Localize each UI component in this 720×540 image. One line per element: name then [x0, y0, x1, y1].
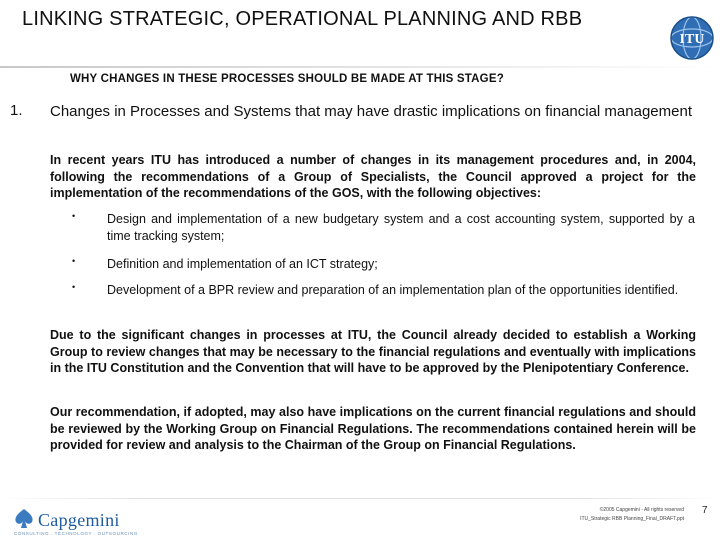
bullet-marker: •: [72, 211, 76, 221]
itu-logo-text: ITU: [679, 32, 705, 47]
bullet-marker: •: [72, 282, 76, 292]
title-divider: [0, 66, 720, 68]
page-number: 7: [702, 505, 708, 516]
bullet-marker: •: [72, 256, 76, 266]
paragraph-recommendation: Our recommendation, if adopted, may also have implications on the current financial regulations and should be reviewed by the Working Group on Financial Regulations. The recommendations contained herein will be provided for review and analysis to the Chairman of the Group on Financial Regulations.: [50, 405, 696, 452]
capgemini-logo: [10, 506, 140, 536]
paragraph-working-group: Due to the significant changes in processes at ITU, the Council already decided to establish a Working Group to review changes that may be necessary to the financial regulations and eventually with implications in the ITU Constitution and the Convention that will have to be approved by the Plenipotentiary Conference.: [50, 328, 696, 375]
paragraph-recent-changes: In recent years ITU has introduced a number of changes in its management procedures and, in 2004, following the recommendations of a Group of Specialists, the Council approved a project for the implementation of the recommendations of the GOS, with the following objectives:: [50, 153, 696, 200]
footer-divider: [0, 498, 720, 499]
slide-title: LINKING STRATEGIC, OPERATIONAL PLANNING AND RBB: [22, 8, 583, 30]
footer-file-reference: ITU_Strategic RBB Planning_Final_DRAFT.ppt: [580, 516, 684, 522]
capgemini-wordmark: Capgemini: [38, 510, 120, 530]
itu-logo: [668, 14, 716, 62]
footer-copyright: ©2005 Capgemini - All rights reserved: [599, 507, 684, 513]
bullet-bpr-review: Development of a BPR review and preparation of an implementation plan of the opportunities identified.: [107, 283, 679, 297]
item-heading: Changes in Processes and Systems that may have drastic implications on financial management: [50, 103, 692, 120]
item-number: 1.: [10, 102, 23, 119]
slide-subtitle: WHY CHANGES IN THESE PROCESSES SHOULD BE MADE AT THIS STAGE?: [70, 73, 504, 85]
capgemini-tagline: CONSULTING . TECHNOLOGY . OUTSOURCING: [14, 531, 138, 536]
bullet-budgetary-system: Design and implementation of a new budgetary system and a cost accounting system, supported by a time tracking system;: [107, 212, 695, 243]
capgemini-spade-icon: [12, 508, 36, 530]
bullet-ict-strategy: Definition and implementation of an ICT strategy;: [107, 257, 378, 271]
